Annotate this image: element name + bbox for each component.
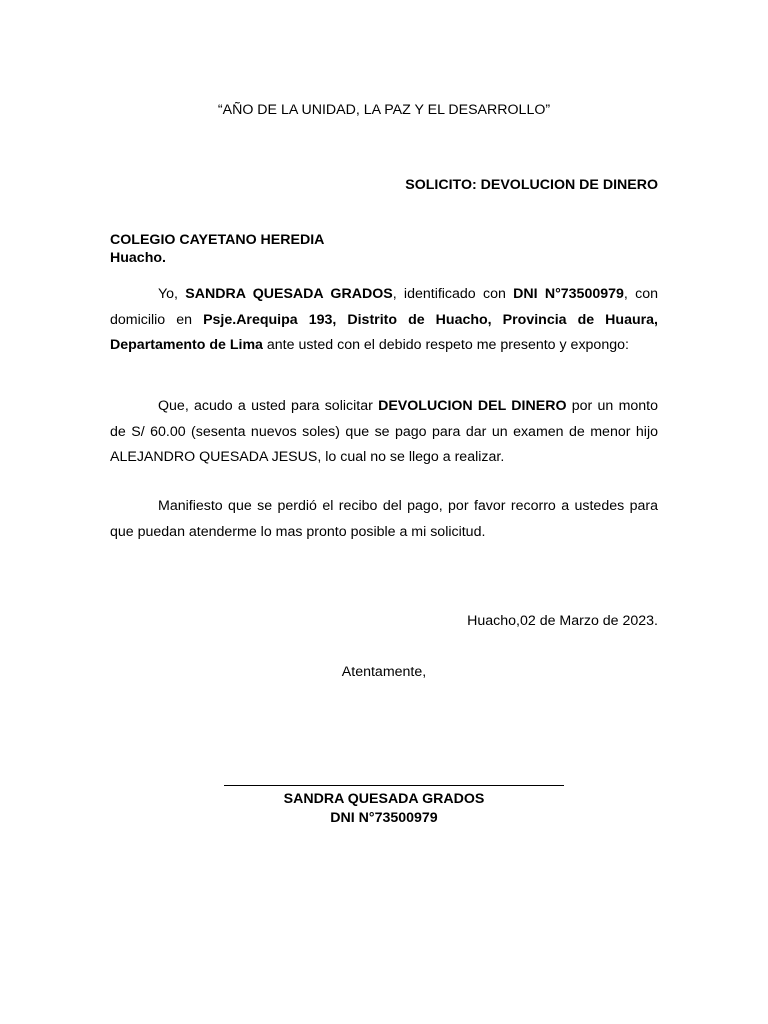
date-line: Huacho,02 de Marzo de 2023. [467,613,658,629]
request-title: DEVOLUCION DEL DINERO [378,398,567,414]
recipient-city: Huacho. [110,250,166,266]
closing-line: Atentamente, [341,664,427,680]
paragraph-statement [110,494,658,545]
year-motto: “AÑO DE LA UNIDAD, LA PAZ Y EL DESARROLLO” [217,102,551,118]
intro-text-3: , con domicilio en [110,286,659,328]
intro-text-4: ante usted con el debido respeto me presento y expongo: [262,337,629,353]
subject-line: SOLICITO: DEVOLUCION DE DINERO [405,177,658,193]
recipient-name: COLEGIO CAYETANO HEREDIA [110,232,325,248]
request-text-1: Que, acudo a usted para solicitar [158,398,379,414]
signature-dni: DNI N°73500979 [330,810,438,826]
intro-text-1: Yo, [158,286,186,302]
paragraph-request [110,394,658,471]
applicant-name: SANDRA QUESADA GRADOS [185,286,393,302]
applicant-dni: DNI N°73500979 [513,286,624,302]
paragraph-intro [110,282,658,359]
request-text-2: por un monto de S/ 60.00 (sesenta nuevos soles) que se pago para dar un examen de menor hijo ALEJANDRO QUESADA JESUS, lo cual no se llego a realizar. [110,398,659,465]
signature-block [0,790,768,828]
statement-text: Manifiesto que se perdió el recibo del pago, por favor recorro a ustedes para que puedan atenderme lo mas pronto posible a mi solicitud. [110,498,658,540]
signature-name: SANDRA QUESADA GRADOS [283,791,485,807]
recipient-block [110,231,324,267]
intro-text-2: , identificado con [392,286,514,302]
signature-line [224,785,564,786]
applicant-address: Psje.Arequipa 193, Distrito de Huacho, Provincia de Huaura, Departamento de Lima [110,311,658,353]
